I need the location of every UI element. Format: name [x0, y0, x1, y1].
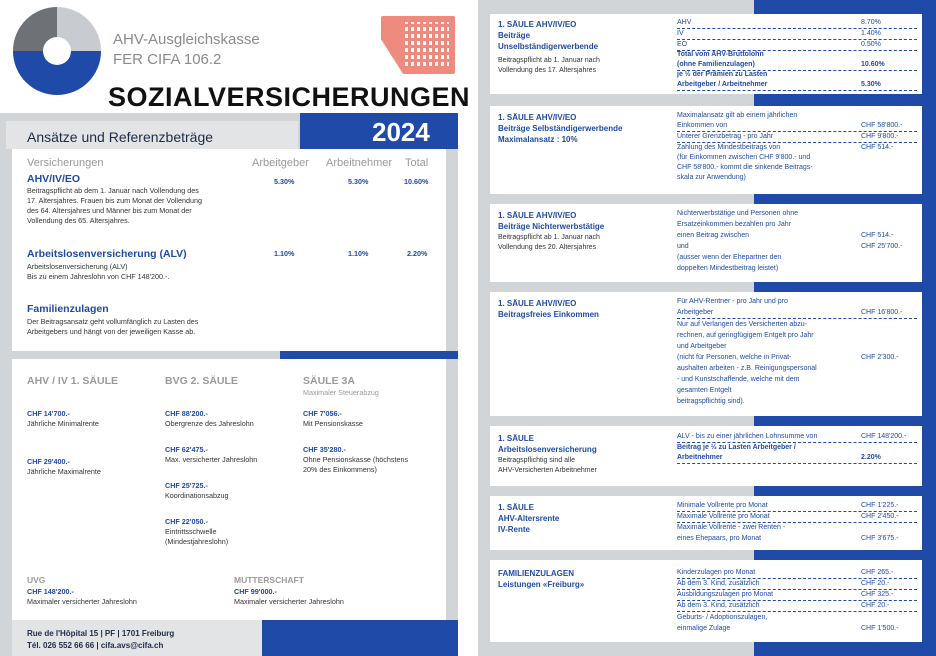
row-name: Arbeitslosenversicherung (ALV)	[27, 248, 187, 260]
mutterschaft-label: Maximaler versicherter Jahreslohn	[234, 597, 344, 606]
col-header-versicherungen: Versicherungen	[27, 157, 104, 169]
uvg-label: Maximaler versicherter Jahreslohn	[27, 597, 137, 606]
section-ahv-unselbst	[490, 14, 922, 94]
pillar-value: CHF 7'056.-	[303, 409, 342, 418]
pillar-label: Eintrittsschwelle (Mindestjahreslohn)	[165, 527, 229, 546]
rate-row: EO 0.50%	[677, 40, 917, 51]
section-title: 1. SÄULE AHV/IV/EO	[498, 20, 577, 29]
year-label: 2024	[372, 117, 430, 147]
pillar-value: CHF 22'050.-	[165, 517, 208, 526]
pillar-label: Ohne Pensionskasse (höchstens 20% des Einkommens)	[303, 455, 409, 474]
row-text: Geburts- / Adoptionszulagen,	[677, 614, 768, 621]
total-row: (ohne Familienzulagen) 10.60%	[677, 60, 917, 71]
rate-row: (nicht für Personen, welche in Privat- CHF 2'300.-	[677, 354, 899, 361]
mutterschaft-value: CHF 99'000.-	[234, 587, 277, 596]
uvg-value: CHF 148'200.-	[27, 587, 74, 596]
pillar-value: CHF 25'725.-	[165, 481, 208, 490]
row-text: Nichterwerbstätige und Personen ohne	[677, 210, 799, 217]
rate-total: 2.20%	[407, 249, 428, 258]
row-text: CHF 58'800.- kommt die sinkende Beitrags-	[677, 164, 813, 171]
rate-row: eines Ehepaars, pro Monat CHF 3'675.-	[677, 535, 899, 542]
section-title: Unselbständigerwerbende	[498, 42, 599, 51]
section-title: Beitragsfreies Einkommen	[498, 310, 599, 319]
section-desc: Beitragspflichtig sind alle	[498, 457, 576, 464]
pillar-label: Mit Pensionskasse	[303, 419, 363, 428]
section-renten	[490, 496, 922, 550]
section-beitragsfrei	[490, 292, 922, 416]
section-alv	[490, 426, 922, 486]
row-text: doppelten Mindestbeitrag leistet)	[677, 265, 779, 272]
section-title: AHV-Altersrente	[498, 514, 560, 523]
row-text: - und Kunstschaffende, welche mit dem	[677, 376, 800, 383]
pillar-value: CHF 62'475.-	[165, 445, 208, 454]
split-row: Arbeitgeber / Arbeitnehmer 5.30%	[677, 80, 917, 91]
rate-an: 1.10%	[348, 249, 369, 258]
section-title: 1. SÄULE AHV/IV/EO	[498, 211, 577, 220]
pillar3-title: SÄULE 3A	[303, 375, 355, 387]
rate-row: einmalige Zulage CHF 1'500.-	[677, 625, 899, 632]
rate-row: Arbeitnehmer 2.20%	[677, 453, 917, 464]
rate-row: Einkommen von CHF 58'800.-	[677, 121, 917, 132]
pillars-card	[12, 359, 446, 631]
row-text: und Arbeitgeber	[677, 343, 727, 350]
section-title: 1. SÄULE AHV/IV/EO	[498, 113, 577, 122]
section-title: Beiträge	[498, 31, 531, 40]
pillar-label: Max. versicherter Jahreslohn	[165, 455, 258, 464]
org-name: AHV-Ausgleichskasse	[113, 31, 260, 48]
rate-row: Ausbildungszulagen pro Monat CHF 325.-	[677, 590, 917, 601]
rate-row: Kinderzulagen pro Monat CHF 265.-	[677, 568, 917, 579]
row-text: skala zur Anwendung)	[677, 174, 746, 181]
pillar2-title: BVG 2. SÄULE	[165, 375, 238, 387]
pillar-value: CHF 14'700.-	[27, 409, 70, 418]
col-header-arbeitnehmer: Arbeitnehmer	[326, 157, 393, 169]
uvg-title: UVG	[27, 575, 46, 585]
section-title: Beiträge Selbständigerwerbende	[498, 124, 623, 133]
pillar-label: Jährliche Minimalrente	[27, 419, 99, 428]
subtitle: Ansätze und Referenzbeträge	[27, 129, 214, 145]
rate-row: Unterer Grenzbetrag - pro Jahr CHF 9'800.-	[677, 132, 917, 143]
row-text: rechnen, auf geringfügigem Entgelt pro Jahr	[677, 332, 814, 339]
right-panel	[478, 0, 936, 656]
rate-row: Ab dem 3. Kind, zusätzlich CHF 20.-	[677, 601, 917, 612]
rate-row: ALV - bis zu einer jährlichen Lohnsumme von CHF 148'200.-	[677, 432, 917, 443]
page-title: SOZIALVERSICHERUNGEN	[108, 82, 471, 112]
rate-row: IV 1.40%	[677, 29, 917, 40]
qr-code-icon	[381, 16, 455, 74]
row-name: AHV/IV/EO	[27, 173, 81, 185]
row-text: (ausser wenn der Ehepartner den	[677, 254, 782, 261]
rate-an: 5.30%	[348, 177, 369, 186]
section-ahv-nichterwerb	[490, 204, 922, 282]
row-text: gesamten Entgelt	[677, 387, 732, 394]
rate-row: Ab dem 3. Kind, zusätzlich CHF 20.-	[677, 579, 917, 590]
row-text: Beitrag je ½ zu Lasten Arbeitgeber /	[677, 444, 796, 451]
rate-ag: 1.10%	[274, 249, 295, 258]
rate-row: Zahlung des Mindestbeitrags von CHF 514.-	[677, 144, 894, 151]
col-header-arbeitgeber: Arbeitgeber	[252, 157, 309, 169]
pillar-value: CHF 88'200.-	[165, 409, 208, 418]
rate-total: 10.60%	[404, 177, 429, 186]
rates-table	[12, 149, 446, 351]
row-desc: Beitragspflicht ab dem 1. Januar nach Vollendung des 17. Altersjahres. Frauen bis zum Monat der Vollendung des 64. Altersjahres und Männer bis zum Monat der Vollendung des 65. Altersjahres.	[27, 186, 202, 225]
mutterschaft-title: MUTTERSCHAFT	[234, 575, 304, 585]
row-text: Maximalansatz gilt ab einem jährlichen	[677, 112, 798, 119]
section-title: Beiträge Nichterwerbstätige	[498, 222, 605, 231]
divider-accent	[280, 351, 458, 359]
section-desc: Beitragspflicht ab 1. Januar nach	[498, 57, 600, 64]
rate-row: Maximale Vollrente pro Monat CHF 2'450.-	[677, 512, 917, 523]
row-text: beitragspflichtig sind).	[677, 398, 745, 405]
section-title: IV-Rente	[498, 525, 531, 534]
section-ahv-selbst	[490, 106, 922, 194]
split-label: je ½ der Prämien zu Lasten	[677, 71, 768, 78]
total-label: Total vom AHV-Bruttolohn	[677, 51, 764, 58]
row-desc: Arbeitslosenversicherung (ALV) Bis zu einem Jahreslohn von CHF 148'200.-.	[27, 262, 170, 281]
col-header-total: Total	[405, 157, 429, 169]
section-desc: AHV-Versicherten Arbeitnehmer	[498, 467, 597, 474]
row-text: Nur auf Verlangen des Versicherten abzu-	[677, 321, 807, 328]
company-logo-icon	[12, 6, 102, 96]
footer-accent	[262, 620, 458, 656]
left-panel	[0, 113, 458, 656]
pillar-value: CHF 29'400.-	[27, 457, 70, 466]
row-desc: Der Beitragsansatz geht vollumfänglich zu Lasten des Arbeitgebers und hängt von der jeweiligen Kasse ab.	[27, 317, 199, 336]
section-desc: Vollendung des 17. Altersjahres	[498, 67, 597, 74]
row-text: Ersatzeinkommen bezahlen pro Jahr	[677, 221, 792, 228]
section-title: 1. SÄULE	[498, 503, 535, 512]
section-title: 1. SÄULE	[498, 434, 535, 443]
rate-row: und CHF 25'700.-	[677, 243, 903, 250]
rate-row: Minimale Vollrente pro Monat CHF 1'225.-	[677, 501, 917, 512]
pillar1-title: AHV / IV 1. SÄULE	[27, 375, 119, 387]
section-familienzulagen	[490, 560, 922, 642]
rate-row: AHV 8.70%	[677, 18, 917, 29]
section-desc: Beitragspflicht ab 1. Januar nach	[498, 234, 600, 241]
row-text: Maximale Vollrente - zwei Renten -	[677, 524, 786, 531]
section-desc: Vollendung des 20. Altersjahres	[498, 244, 597, 251]
section-title: Maximalansatz : 10%	[498, 135, 578, 144]
row-name: Familienzulagen	[27, 303, 109, 315]
rate-row: einen Beitrag zwischen CHF 514.-	[677, 232, 894, 239]
pillar3-sub: Maximaler Steuerabzug	[303, 388, 379, 397]
section-title: FAMILIENZULAGEN	[498, 569, 574, 578]
org-code: FER CIFA 106.2	[113, 51, 222, 68]
row-text: (für Einkommen zwischen CHF 9'800.- und	[677, 154, 811, 161]
row-text: Für AHV-Rentner - pro Jahr und pro	[677, 298, 788, 305]
section-title: Leistungen «Freiburg»	[498, 580, 585, 589]
section-title: Arbeitslosenversicherung	[498, 445, 597, 454]
rate-row: Arbeitgeber CHF 16'800.-	[677, 308, 917, 319]
section-title: 1. SÄULE AHV/IV/EO	[498, 299, 577, 308]
row-text: aushalten arbeiten - z.B. Reinigungspersonal	[677, 365, 817, 372]
footer-contact: Tél. 026 552 66 66 | cifa.avs@cifa.ch	[27, 641, 164, 650]
pillar-label: Jährliche Maximalrente	[27, 467, 101, 476]
pillar-value: CHF 35'280.-	[303, 445, 346, 454]
rate-ag: 5.30%	[274, 177, 295, 186]
footer-address: Rue de l'Hôpital 15 | PF | 1701 Freiburg	[27, 629, 175, 638]
pillar-label: Koordinationsabzug	[165, 491, 229, 500]
pillar-label: Obergrenze des Jahreslohn	[165, 419, 254, 428]
footer	[12, 620, 262, 656]
